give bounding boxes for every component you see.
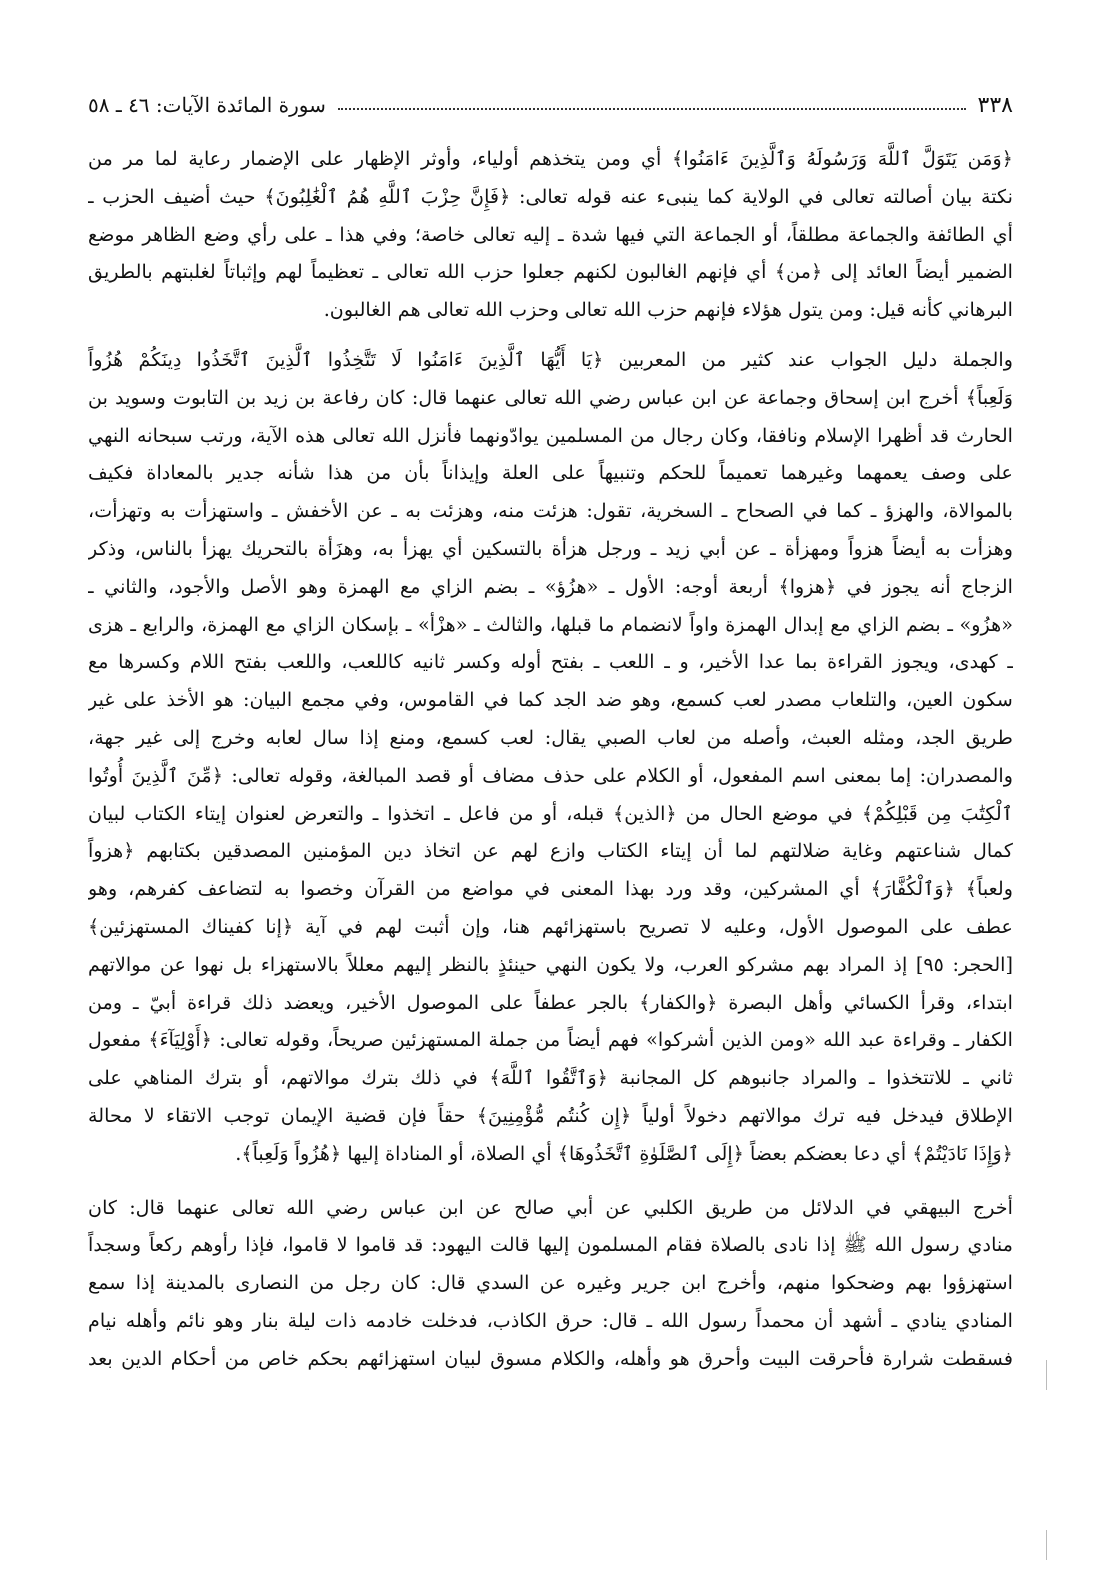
text-line: ﴿وَإِذَا نَادَيْتُمْ﴾ أي دعا بعضكم بعضاً ﴿إِلَى ٱلصَّلَوٰةِ ٱتَّخَذُوهَا﴾ أي الصلاة، أو المناداة إليها ﴿هُزُواً وَلَعِباً﴾.	[235, 1141, 1013, 1165]
paragraph-3	[88, 1189, 1013, 1378]
text-line: منادي رسول الله ﷺ إذا نادى بالصلاة فقام المسلمون إليها قالت اليهود: قد قاموا لا قاموا، فإذا رأوهم ركعاً وسجداً	[88, 1233, 1013, 1257]
header-dotted-leader	[338, 107, 966, 110]
text-line: الزجاج أنه يجوز في ﴿هزوا﴾ أربعة أوجه: الأول ـ «هزُؤ» ـ بضم الزاي مع الهمزة وهو الأصل والأجود، والثاني ـ	[88, 574, 1013, 598]
text-line: الكفار ـ وقراءة عبد الله «ومن الذين أشركوا» فهم أيضاً من جملة المستهزئين صريحاً، وقوله تعالى: ﴿أَوْلِيَآءَ﴾ مفعول	[88, 1028, 1013, 1052]
text-line: ـ كهدى، ويجوز القراءة بما عدا الأخير، و ـ اللعب ـ بفتح أوله وكسر ثانيه كاللعب، واللعب بفتح اللام وكسرها مع	[88, 650, 1013, 674]
section-title: سورة المائدة الآيات: ٤٦ ـ ٥٨	[88, 93, 326, 117]
text-line: طريق الجد، ومثله العبث، وأصله من لعاب الصبي يقال: لعب كسمع، ومنع إذا سال لعابه وخرج إلى غير جهة،	[88, 725, 1013, 749]
text-line: ٱلْكِتَٰبَ مِن قَبْلِكُمْ﴾ في موضع الحال من ﴿الذين﴾ قبله، أو من فاعل ـ اتخذوا ـ والتعرض لعنوان إيتاء الكتاب لبيان	[88, 801, 1013, 825]
text-line: ﴿وَمَن يَتَوَلَّ ٱللَّهَ وَرَسُولَهُ وَٱلَّذِينَ ءَامَنُوا﴾ أي ومن يتخذهم أولياء، وأوثر الإظهار على الإضمار رعاية لما مر من	[88, 147, 1013, 170]
text-line: الحارث قد أظهرا الإسلام ونافقا، وكان رجال من المسلمين يوادّونهما فأنزل الله تعالى هذه الآية، ورتب سبحانه النهي	[88, 423, 1013, 447]
paragraph-1	[88, 140, 1013, 329]
text-line: البرهاني كأنه قيل: ومن يتول هؤلاء فإنهم حزب الله تعالى وحزب الله تعالى هم الغالبون.	[323, 298, 1013, 322]
text-line: عطف على الموصول الأول، وعليه لا تصريح باستهزائهم هنا، وإن أثبت لهم في آية ﴿إنا كفيناك المستهزئين﴾	[88, 914, 1013, 938]
paragraph-2	[88, 341, 1013, 1173]
text-line: ولعباً﴾ ﴿وَٱلْكُفَّارَ﴾ أي المشركين، وقد ورد بهذا المعنى في مواضع من القرآن وخصوا به لتضاعف كفرهم، وهو	[88, 877, 1013, 901]
paragraph-gap	[88, 329, 1013, 341]
text-line: «هزُو» ـ بضم الزاي مع إبدال الهمزة واواً لانضمام ما قبلها، والثالث ـ «هزْأ» ـ بإسكان الزاي مع الهمزة، والرابع ـ هزى	[88, 612, 1013, 636]
text-line: على وصف يعمهما وغيرهما تعميماً للحكم وتنبيهاً على العلة وإيذاناً بأن من هذا شأنه جدير بالمعاداة فكيف	[88, 461, 1013, 485]
text-line: الضمير أيضاً العائد إلى ﴿من﴾ أي فإنهم الغالبون لكنهم جعلوا حزب الله تعالى ـ تعظيماً لهم وإثباتاً لغلبتهم بالطريق	[88, 260, 1013, 284]
text-line: والمصدران: إما بمعنى اسم المفعول، أو الكلام على حذف مضاف أو قصد المبالغة، وقوله تعالى: ﴿مِّنَ ٱلَّذِينَ أُوتُوا	[88, 763, 1013, 787]
running-header	[88, 88, 1013, 122]
text-line: كمال شناعتهم وغاية ضلالتهم لما أن إيتاء الكتاب وازع لهم عن اتخاذ دين المؤمنين المصدقين بكتابهم ﴿هزواً	[88, 839, 1013, 863]
text-line: استهزؤوا بهم وضحكوا منهم، وأخرج ابن جرير وغيره عن السدي قال: كان رجل من النصارى بالمدينة إذا سمع	[88, 1271, 1013, 1295]
text-line: وَلَعِباً﴾ أخرج ابن إسحاق وجماعة عن ابن عباس رضي الله تعالى عنهما قال: كان رفاعة بن زيد بن التابوت وسويد بن	[88, 385, 1013, 409]
scan-margin-mark	[1046, 1530, 1047, 1560]
text-line: أي الطائفة والجماعة مطلقاً، أو الجماعة التي فيها شدة ـ إليه تعالى خاصة؛ وفي هذا ـ على رأي وضع الظاهر موضع	[88, 222, 1013, 246]
text-line: سكون العين، والتلعاب مصدر لعب كسمع، وهو ضد الجد كما في القاموس، وفي مجمع البيان: هو الأخذ على غير	[88, 688, 1013, 712]
paragraph-gap	[88, 1173, 1013, 1189]
text-line: فسقطت شرارة فأحرقت البيت وأحرق هو وأهله، والكلام مسوق لبيان استهزائهم بحكم خاص من أحكام الدين بعد	[88, 1346, 1013, 1370]
text-line: ابتداء، وقرأ الكسائي وأهل البصرة ﴿والكفار﴾ بالجر عطفاً على الموصول الأخير، ويعضد ذلك قراءة أبيّ ـ ومن	[88, 990, 1013, 1014]
text-line: الإطلاق فيدخل فيه ترك موالاتهم دخولاً أولياً ﴿إِن كُنتُم مُّؤْمِنِينَ﴾ حقاً فإن قضية الإيمان توجب الاتقاء لا محالة	[88, 1103, 1013, 1127]
text-line: أخرج البيهقي في الدلائل من طريق الكلبي عن أبي صالح عن ابن عباس رضي الله تعالى عنهما قال: كان	[88, 1195, 1013, 1219]
text-line: المنادي ينادي ـ أشهد أن محمداً رسول الله ـ قال: حرق الكاذب، فدخلت خادمه ذات ليلة بنار وهو نائم وأهله نيام	[88, 1308, 1013, 1332]
scan-margin-mark	[1046, 1360, 1047, 1390]
text-line: ثاني ـ للاتتخذوا ـ والمراد جانبوهم كل المجانبة ﴿وَٱتَّقُوا ٱللَّهَ﴾ في ذلك بترك موالاتهم، أو بترك المناهي على	[88, 1066, 1013, 1090]
text-line: نكتة بيان أصالته تعالى في الولاية كما ينبىء عنه قوله تعالى: ﴿فَإِنَّ حِزْبَ ٱللَّهِ هُمُ ٱلْغَٰلِبُونَ﴾ حيث أضيف الحزب ـ	[88, 184, 1013, 208]
page-number: ٣٣٨	[977, 92, 1013, 118]
text-line: والجملة دليل الجواب عند كثير من المعربين ﴿يَا أَيُّهَا ٱلَّذِينَ ءَامَنُوا لَا تَتَّخِذُوا ٱلَّذِينَ ٱتَّخَذُوا دِينَكُمْ هُزُواً	[88, 347, 1013, 371]
text-line: وهزأت به أيضاً هزواً ومهزأة ـ عن أبي زيد ـ ورجل هزأة بالتسكين أي يهزأ به، وهزَأة بالتحريك يهزأ بالناس، وذكر	[88, 536, 1013, 560]
text-line: [الحجر: ٩٥] إذ المراد بهم مشركو العرب، ولا يكون النهي حينئذٍ بالنظر إليهم معللاً بالاستهزاء بل نهوا عن موالاتهم	[88, 952, 1013, 976]
text-line: بالموالاة، والهزؤ ـ كما في الصحاح ـ السخرية، تقول: هزئت منه، وهزئت به ـ عن الأخفش ـ واستهزأت به وتهزأت،	[88, 499, 1013, 523]
